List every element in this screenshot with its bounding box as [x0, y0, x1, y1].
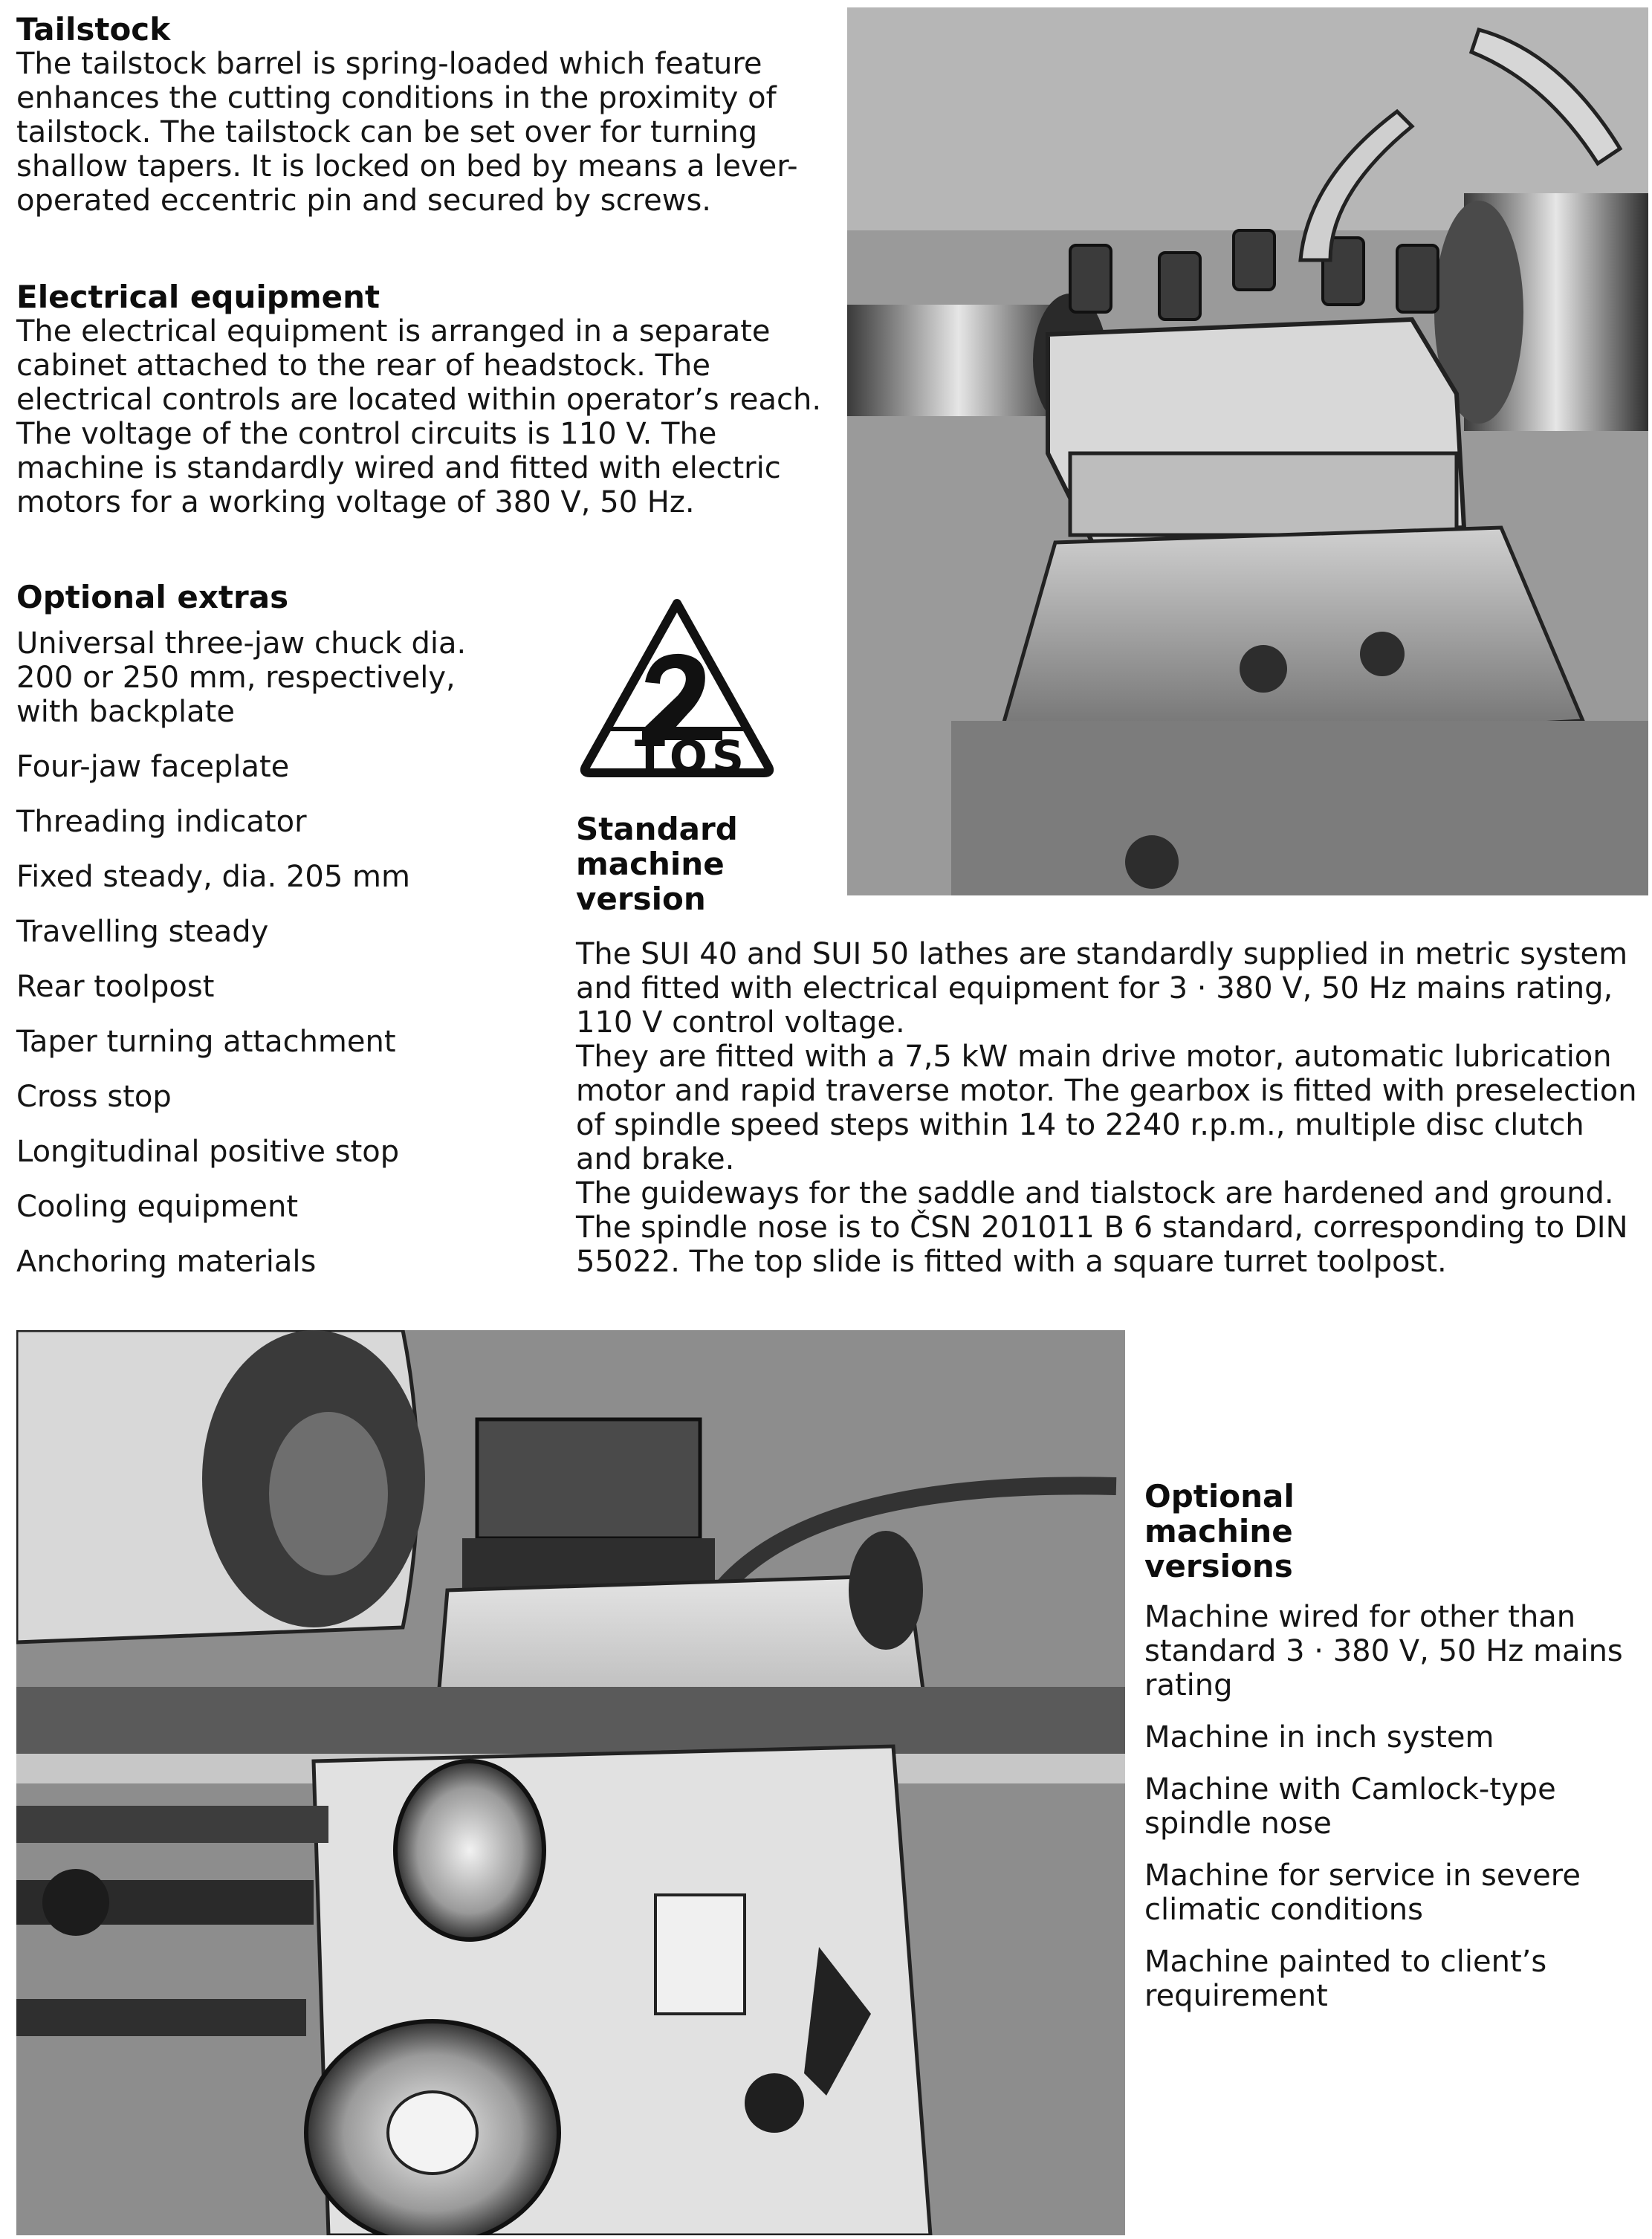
list-item: Longitudinal positive stop	[16, 1135, 400, 1169]
standard-version-paragraph: They are fitted with a 7,5 kW main drive motor, automatic lubrication motor and rapid traverse motor. The gearbox is fitted with preselection of spindle speed steps within 14 to 2240 r.p.m., multiple disc clutch and brake.	[576, 1040, 1637, 1176]
list-item: Machine in inch system	[1144, 1720, 1494, 1754]
list-item: Machine painted to client’s requirement	[1144, 1945, 1547, 2013]
toolpost-illustration	[847, 7, 1648, 895]
list-item: Machine for service in severe climatic conditions	[1144, 1859, 1581, 1927]
optional-versions-section	[1144, 1479, 1635, 2031]
optional-extras-list	[16, 626, 492, 1300]
list-item: Rear toolpost	[16, 970, 215, 1004]
list-item: Cooling equipment	[16, 1190, 299, 1224]
tailstock-heading: Tailstock	[16, 11, 171, 48]
optional-versions-heading: Optional machine versions	[1144, 1478, 1295, 1584]
optional-extras-section	[16, 580, 492, 1300]
list-item: Threading indicator	[16, 805, 307, 839]
standard-version-paragraph: The guideways for the saddle and tialstock are hardened and ground. The spindle nose is to ČSN 201011 B 6 standard, corresponding to DIN 55022. The top slide is fitted with a square turret toolpost.	[576, 1176, 1628, 1279]
optional-extras-heading: Optional extras	[16, 579, 289, 615]
standard-version-paragraph: The SUI 40 and SUI 50 lathes are standardly supplied in metric system and fitted with electrical equipment for 3 · 380 V, 50 Hz mains rating, 110 V control voltage.	[576, 937, 1628, 1040]
list-item: Taper turning attachment	[16, 1025, 396, 1059]
list-item: Cross stop	[16, 1080, 172, 1114]
tos-logo	[577, 594, 777, 783]
standard-version-heading: Standard machine version	[576, 811, 738, 917]
list-item: Machine wired for other than standard 3 · 380 V, 50 Hz mains rating	[1144, 1600, 1623, 1702]
apron-illustration	[16, 1330, 1125, 2235]
list-item: Universal three-jaw chuck dia. 200 or 250 mm, respectively, with backplate	[16, 626, 467, 729]
electrical-section	[16, 279, 834, 519]
electrical-body: The electrical equipment is arranged in a separate cabinet attached to the rear of headstock. The electrical controls are located within operator’s reach. The voltage of the control circuits is 110 V. The machine is standardly wired and fitted with electric motors for a working voltage of 380 V, 50 Hz.	[16, 314, 822, 519]
list-item: Machine with Camlock-type spindle nose	[1144, 1772, 1556, 1841]
toolpost-photo	[847, 7, 1648, 895]
apron-photo	[16, 1330, 1125, 2235]
list-item: Travelling steady	[16, 915, 269, 949]
list-item: Anchoring materials	[16, 1245, 317, 1279]
list-item: Fixed steady, dia. 205 mm	[16, 860, 410, 894]
tailstock-section	[16, 12, 834, 218]
tailstock-body: The tailstock barrel is spring-loaded which feature enhances the cutting conditions in the proximity of tailstock. The tailstock can be set over for turning shallow tapers. It is locked on bed by means a lever-operated eccentric pin and secured by screws.	[16, 47, 798, 218]
list-item: Four-jaw faceplate	[16, 750, 290, 784]
tos-logo-text: TOS	[635, 731, 749, 783]
optional-versions-list	[1144, 1600, 1635, 2013]
electrical-heading: Electrical equipment	[16, 279, 380, 315]
